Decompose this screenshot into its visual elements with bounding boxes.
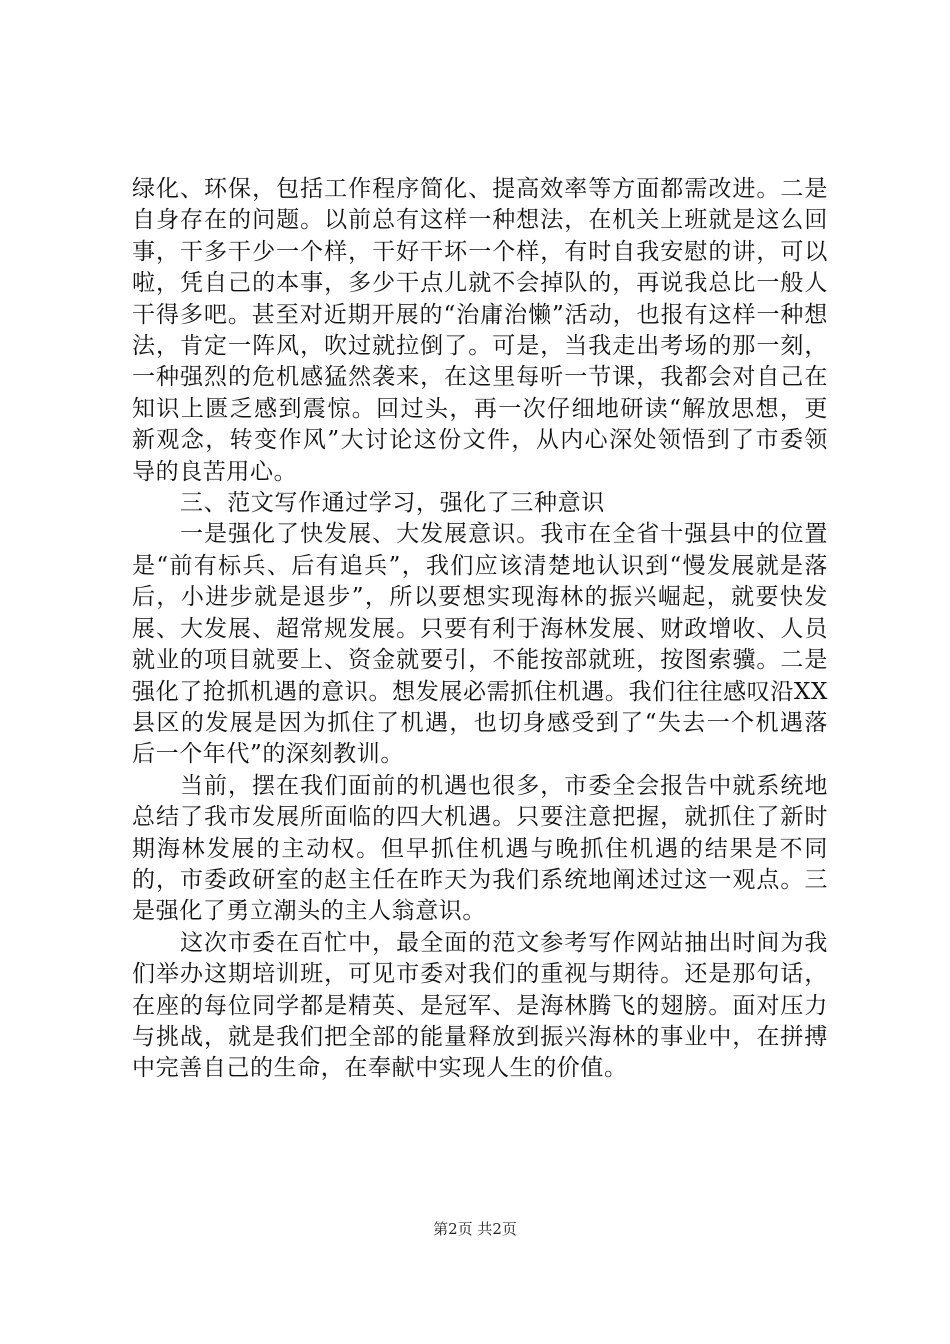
page-number-footer: 第2页 共2页	[433, 1220, 517, 1238]
paragraph: 当前，摆在我们面前的机遇也很多，市委全会报告中就系统地总结了我市发展所面临的四大机遇。只要注意把握，就抓住了新时期海林发展的主动权。但早抓住机遇与晚抓住机遇的结果是不同的，市委政研室的赵主任在昨天为我们系统地阐述过这一观点。三是强化了勇立潮头的主人翁意识。	[132, 772, 828, 925]
paragraph-continued: 绿化、环保，包括工作程序简化、提高效率等方面都需改进。二是自身存在的问题。以前总有这样一种想法，在机关上班就是这么回事，干多干少一个样，干好干坏一个样，有时自我安慰的讲，可以啦，凭自己的本事，多少干点儿就不会掉队的，再说我总比一般人干得多吧。甚至对近期开展的“治庸治懒”活动，也报有这样一种想法，肯定一阵风，吹过就拉倒了。可是，当我走出考场的那一刻，一种强烈的危机感猛然袭来，在这里每听一节课，我都会对自己在知识上匮乏感到震惊。回过头，再一次仔细地研读“解放思想，更新观念，转变作风”大讨论这份文件，从内心深处领悟到了市委领导的良苦用心。	[132, 176, 828, 485]
document-body	[132, 174, 828, 1085]
paragraph: 一是强化了快发展、大发展意识。我市在全省十强县中的位置是“前有标兵、后有追兵”，我们应该清楚地认识到“慢发展就是落后，小进步就是退步”，所以要想实现海林的振兴崛起，就要快发展、大发展、超常规发展。只要有利于海林发展、财政增收、人员就业的项目就要上、资金就要引，不能按部就班，按图索骥。二是强化了抢抓机遇的意识。想发展必需抓住机遇。我们往往感叹沿XX县区的发展是因为抓住了机遇，也切身感受到了“失去一个机遇落后一个年代”的深刻教训。	[132, 521, 828, 768]
section-heading: 三、范文写作通过学习，强化了三种意识	[180, 490, 605, 517]
paragraph: 这次市委在百忙中，最全面的范文参考写作网站抽出时间为我们举办这期培训班，可见市委对我们的重视与期待。还是那句话，在座的每位同学都是精英、是冠军、是海林腾飞的翅膀。面对压力与挑战，就是我们把全部的能量释放到振兴海林的事业中，在拼搏中完善自己的生命，在奉献中实现人生的价值。	[132, 929, 828, 1082]
